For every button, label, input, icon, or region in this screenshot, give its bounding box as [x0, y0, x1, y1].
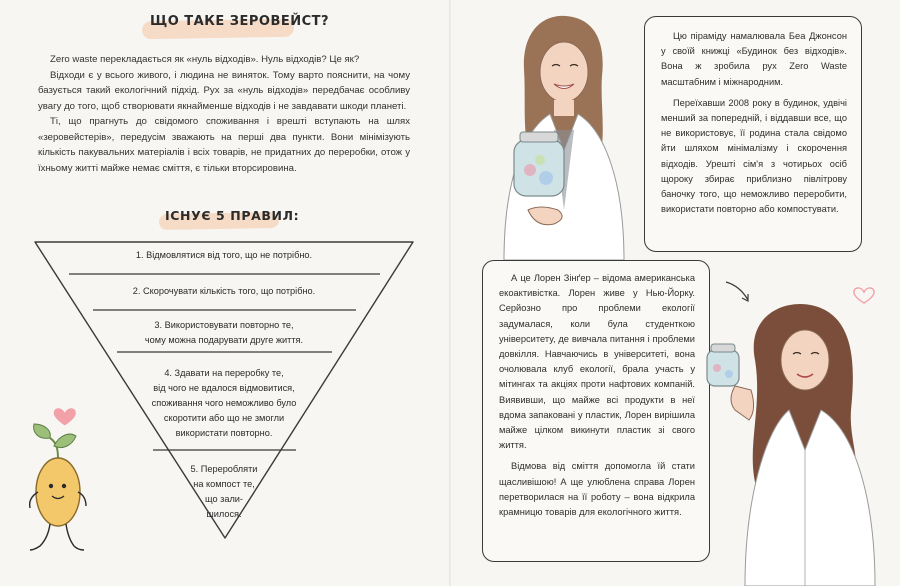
sprout-eye-right — [62, 484, 66, 488]
bea-johnson-illustration — [484, 10, 644, 260]
rule-5-line-4: шилося. — [206, 509, 242, 519]
lauren-jar-content-2 — [725, 370, 733, 378]
sprout-leaf-left — [34, 424, 51, 438]
bea-jar-content-3 — [535, 155, 545, 165]
bea-neck — [554, 100, 574, 116]
bea-jar-content-2 — [539, 171, 553, 185]
sprout-mascot-illustration — [20, 400, 100, 565]
lauren-hand — [731, 386, 754, 420]
rule-1-line-1: 1. Відмовлятися від того, що не потрібно. — [135, 250, 313, 260]
rule-2 — [124, 284, 324, 299]
book-spine — [449, 0, 451, 586]
sprout-leg-left — [30, 524, 50, 550]
rule-5-line-1: 5. Переробляти — [190, 464, 258, 474]
rule-3-line-1: 3. Використовувати повторно те, — [154, 320, 294, 330]
sprout-leaf-right — [54, 434, 76, 447]
rule-1 — [124, 248, 324, 263]
rule-4-line-5: використати повторно. — [175, 428, 273, 438]
rule-4 — [124, 366, 324, 441]
rule-4-line-3: споживання чого неможливо було — [151, 398, 297, 408]
lauren-jar-content-1 — [713, 364, 721, 372]
bea-face — [540, 42, 588, 102]
rule-5-line-3: що зали- — [205, 494, 243, 504]
intro-paragraph-3: Ті, що прагнуть до свідомого споживання і врешті вступають на шлях «зеровейстерів», передусім зважають на перші два пункти. Вони мінімізують кількість пакувальних матеріалів і всіх товарів, не придатних до переробки, отож у їхньому житті майже немає сміття, є тільки вторсировина. — [38, 116, 410, 174]
title-block — [150, 14, 329, 29]
bea-jar — [514, 140, 564, 196]
rule-5 — [124, 462, 324, 522]
lauren-paragraph-2: Відмова від сміття допомогла їй стати щасливішою! А ще улюблена справа Лорен перетворилася на її роботу – вона відкрила крамницю товарів для екологічного життя. — [499, 461, 695, 518]
bea-jar-content-1 — [524, 164, 536, 176]
intro-text — [38, 52, 410, 176]
rule-5-line-2: на компост те, — [193, 479, 255, 489]
rule-4-line-1: 4. Здавати на переробку те, — [164, 368, 284, 378]
sprout-eye-left — [49, 484, 53, 488]
page-title: ЩО ТАКЕ ЗЕРОВЕЙСТ? — [150, 14, 330, 29]
rule-3-line-2: чому можна подарувати друге життя. — [144, 335, 304, 345]
rule-2-line-1: 2. Скорочувати кількість того, що потрібно. — [132, 286, 316, 296]
intro-paragraph-1: Zero waste перекладається як «нуль відходів». Нуль відходів? Це як? — [50, 54, 360, 65]
sprout-body — [36, 458, 80, 526]
lauren-face — [781, 330, 829, 390]
rule-4-line-2: від чого не вдалося відмовитися, — [153, 383, 295, 393]
lauren-jar-lid — [711, 344, 735, 352]
rule-4-line-4: скоротити або що не змогли — [163, 413, 285, 423]
lauren-jar — [707, 350, 739, 386]
rules-title: ІСНУЄ 5 ПРАВИЛ: — [165, 208, 300, 223]
lauren-singer-textbox — [482, 260, 710, 562]
arrow-line — [726, 282, 748, 300]
rules-title-block — [165, 208, 299, 223]
bea-paragraph-1: Цю піраміду намалювала Беа Джонсон у своїй книжці «Будинок без відходів». Вона ж зробила рух Zero Waste масштабним і міжнародним. — [661, 31, 847, 87]
intro-paragraph-2: Відходи є у всього живого, і людина не виняток. Тому варто пояснити, на чому базується такий екологічний підхід. Рух за «нуль відходів» передбачає особливу увагу до того, щоб створювати якнайменше відходів і не завдавати шкоди планеті. — [38, 69, 410, 112]
heart-icon — [54, 408, 76, 425]
bea-johnson-textbox — [644, 16, 862, 252]
sprout-leg-right — [66, 524, 84, 550]
lauren-paragraph-1: А це Лорен Зінґер – відома американська екоактивістка. Лорен живе у Нью-Йорку. Серйозно про проблеми екології задумалася, коли була студенткою університету, де вивчала питання і проблеми довкілля. Навчаючись в університеті, вона очолювала клуб екології, брала участь у мітингах та акціях проти нафтових компаній. Виявивши, що майже всі продукти в неї вдома запаковані у пластик, Лорен вирішила майже цілком викинути пластик зі свого життя. — [499, 273, 695, 451]
rule-3 — [124, 318, 324, 348]
bea-jar-lid — [520, 132, 558, 142]
bea-paragraph-2: Переїхавши 2008 року в будинок, удвічі менший за попередній, і віддавши все, що не використовує, її родина стала свідомо йти шляхом мінімалізму і скорочення відходів. Урешті сім'я з чотирьох осіб щороку збирає приблизно півлітрову баночку того, що неможливо переробити, використати повторно або компостувати. — [661, 97, 847, 215]
lauren-singer-illustration — [705, 300, 895, 586]
